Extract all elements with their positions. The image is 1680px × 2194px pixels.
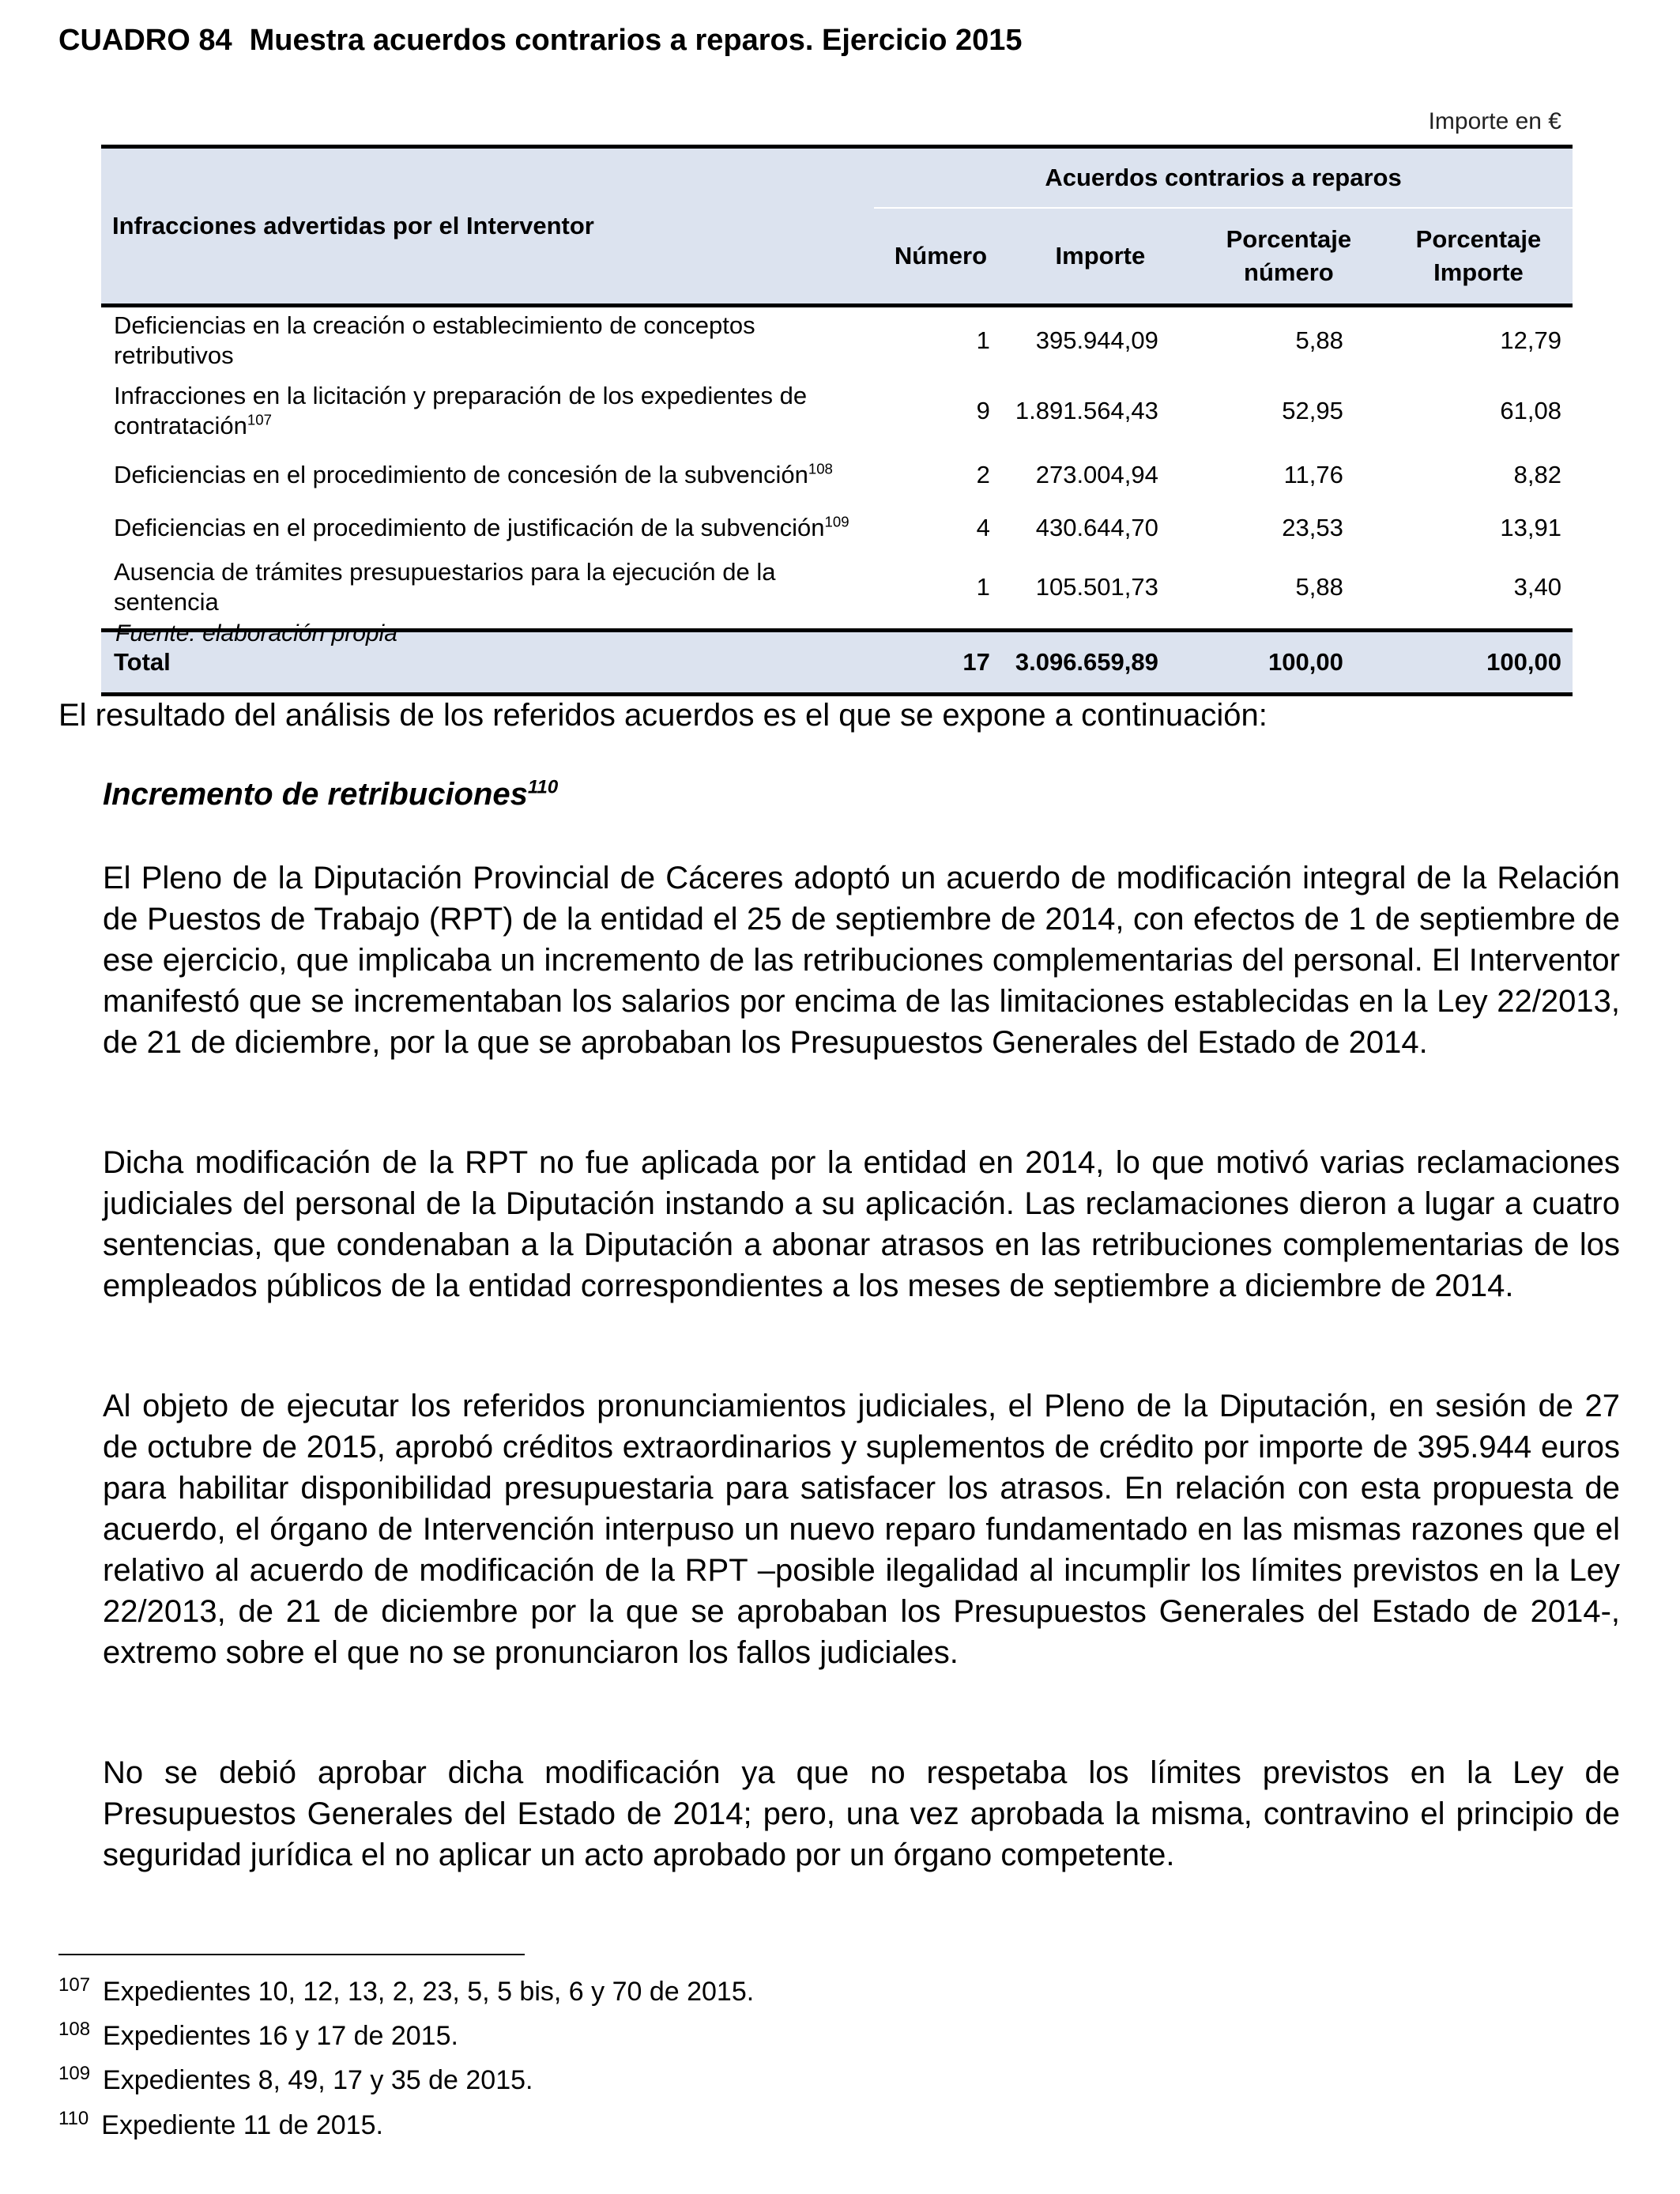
caption-title: Muestra acuerdos contrarios a reparos. Ejercicio 2015 <box>249 24 1023 57</box>
agreements-table <box>101 145 1573 696</box>
row-pct-importe: 8,82 <box>1513 461 1561 488</box>
intro-text: El resultado del análisis de los referidos acuerdos es el que se expone a continuación: <box>58 698 1268 733</box>
table-row <box>101 374 1573 448</box>
row-pct-numero: 5,88 <box>1295 326 1343 354</box>
total-pct-importe: 100,00 <box>1384 631 1573 695</box>
caption-number: CUADRO 84 <box>58 24 232 57</box>
table-row <box>101 448 1573 502</box>
footnote-mark: 108 <box>58 2018 91 2040</box>
header-pct-importe: Porcentaje Importe <box>1384 208 1573 306</box>
header-infracciones: Infracciones advertidas por el Interventor <box>101 147 874 306</box>
header-importe: Importe <box>1008 208 1193 306</box>
row-pct-importe: 3,40 <box>1513 573 1561 601</box>
row-concept: Infracciones en la licitación y preparación de los expedientes de contratación$^{107}$ <box>114 382 808 439</box>
footnote-text: Expedientes 16 y 17 de 2015. <box>103 2021 458 2051</box>
header-numero: Número <box>874 208 1008 306</box>
row-importe: 105.501,73 <box>1035 573 1158 601</box>
footnote-mark: 107 <box>58 1973 91 1996</box>
row-pct-numero: 23,53 <box>1282 514 1343 541</box>
header-group: Acuerdos contrarios a reparos <box>874 147 1573 209</box>
row-importe: 430.644,70 <box>1035 514 1158 541</box>
footnote-text: Expedientes 10, 12, 13, 2, 23, 5, 5 bis, 6 y 70 de 2015. <box>103 1977 755 2007</box>
total-numero: 17 <box>874 631 1008 695</box>
row-numero: 1 <box>976 573 990 601</box>
total-pct-numero: 100,00 <box>1193 631 1384 695</box>
header-pct-numero: Porcentaje número <box>1193 208 1384 306</box>
table-row <box>101 306 1573 375</box>
row-concept: Ausencia de trámites presupuestarios para la ejecución de la sentencia <box>114 558 776 616</box>
row-pct-numero: 5,88 <box>1295 573 1343 601</box>
row-numero: 9 <box>976 397 990 424</box>
section-heading: Incremento de retribuciones$^{110}$ <box>103 776 559 812</box>
footnote-ref: 108 <box>808 460 833 477</box>
footnote-mark: 109 <box>58 2062 91 2084</box>
footnote-text: Expedientes 8, 49, 17 y 35 de 2015. <box>103 2065 533 2095</box>
row-pct-importe: 13,91 <box>1500 514 1561 541</box>
table-caption <box>58 24 1023 58</box>
paragraph-3: Al objeto de ejecutar los referidos pronunciamientos judiciales, el Pleno de la Diputación, en sesión de 27 de octubre de 2015, aprobó créditos extraordinarios y suplementos de crédito por importe de 395.944 euros para habilitar disponibilidad presupuestaria para satisfacer los atrasos. En relación con esta propuesta de acuerdo, el órgano de Intervención interpuso un nuevo reparo fundamentado en las mismas razones que el relativo al acuerdo de modificación de la RPT –posible ilegalidad al incumplir los límites previstos en la Ley 22/2013, de 21 de diciembre por la que se aprobaban los Presupuestos Generales del Estado de 2014-, extremo sobre el que no se pronunciaron los fallos judiciales. <box>103 1389 1620 1670</box>
paragraph-2: Dicha modificación de la RPT no fue aplicada por la entidad en 2014, lo que motivó varias reclamaciones judiciales del personal de la Diputación instando a su aplicación. Las reclamaciones dieron a lugar a cuatro sentencias, que condenaban a la Diputación a abonar atrasos en las retribuciones complementarias de los empleados públicos de la entidad correspondientes a los meses de septiembre a diciembre de 2014. <box>103 1145 1620 1303</box>
row-concept: Deficiencias en la creación o establecimiento de conceptos retributivos <box>114 311 755 369</box>
row-numero: 1 <box>976 326 990 354</box>
footnote-text: Expediente 11 de 2015. <box>101 2110 383 2140</box>
table-row <box>101 554 1573 620</box>
table-row <box>101 502 1573 554</box>
footnote-divider <box>58 1954 525 1955</box>
paragraph-4: No se debió aprobar dicha modificación ya que no respetaba los límites previstos en la Ley de Presupuestos Generales del Estado de 2014; pero, una vez aprobada la misma, contravino el principio de seguridad jurídica el no aplicar un acto aprobado por un órgano competente. <box>103 1755 1620 1872</box>
row-importe: 1.891.564,43 <box>1015 397 1158 424</box>
row-numero: 2 <box>976 461 990 488</box>
row-concept: Deficiencias en el procedimiento de concesión de la subvención$^{108}$ <box>114 460 833 488</box>
row-pct-importe: 61,08 <box>1500 397 1561 424</box>
footnote-109 <box>58 2062 533 2096</box>
footnote-110 <box>58 2107 383 2141</box>
unit-note: Importe en € <box>1428 108 1561 134</box>
footnote-107 <box>58 1973 755 2007</box>
total-importe: 3.096.659,89 <box>1008 631 1193 695</box>
row-numero: 4 <box>976 514 990 541</box>
footnote-ref: 109 <box>824 513 849 530</box>
footnote-108 <box>58 2018 458 2052</box>
footnote-ref: 110 <box>527 776 559 798</box>
total-label: Total <box>101 631 874 695</box>
row-importe: 273.004,94 <box>1035 461 1158 488</box>
footnote-ref: 107 <box>247 411 272 428</box>
row-pct-importe: 12,79 <box>1500 326 1561 354</box>
paragraph-1: El Pleno de la Diputación Provincial de Cáceres adoptó un acuerdo de modificación integral de la Relación de Puestos de Trabajo (RPT) de la entidad el 25 de septiembre de 2014, con efectos de 1 de septiembre de ese ejercicio, que implicaba un incremento de las retribuciones complementarias del personal. El Interventor manifestó que se incrementaban los salarios por encima de las limitaciones establecidas en la Ley 22/2013, de 21 de diciembre, por la que se aprobaban los Presupuestos Generales del Estado de 2014. <box>103 861 1620 1060</box>
row-importe: 395.944,09 <box>1035 326 1158 354</box>
table-source: Fuente: elaboración propia <box>115 620 397 647</box>
row-concept: Deficiencias en el procedimiento de justificación de la subvención$^{109}$ <box>114 513 849 541</box>
footnote-mark: 110 <box>58 2107 89 2129</box>
row-pct-numero: 52,95 <box>1282 397 1343 424</box>
row-pct-numero: 11,76 <box>1283 461 1343 488</box>
